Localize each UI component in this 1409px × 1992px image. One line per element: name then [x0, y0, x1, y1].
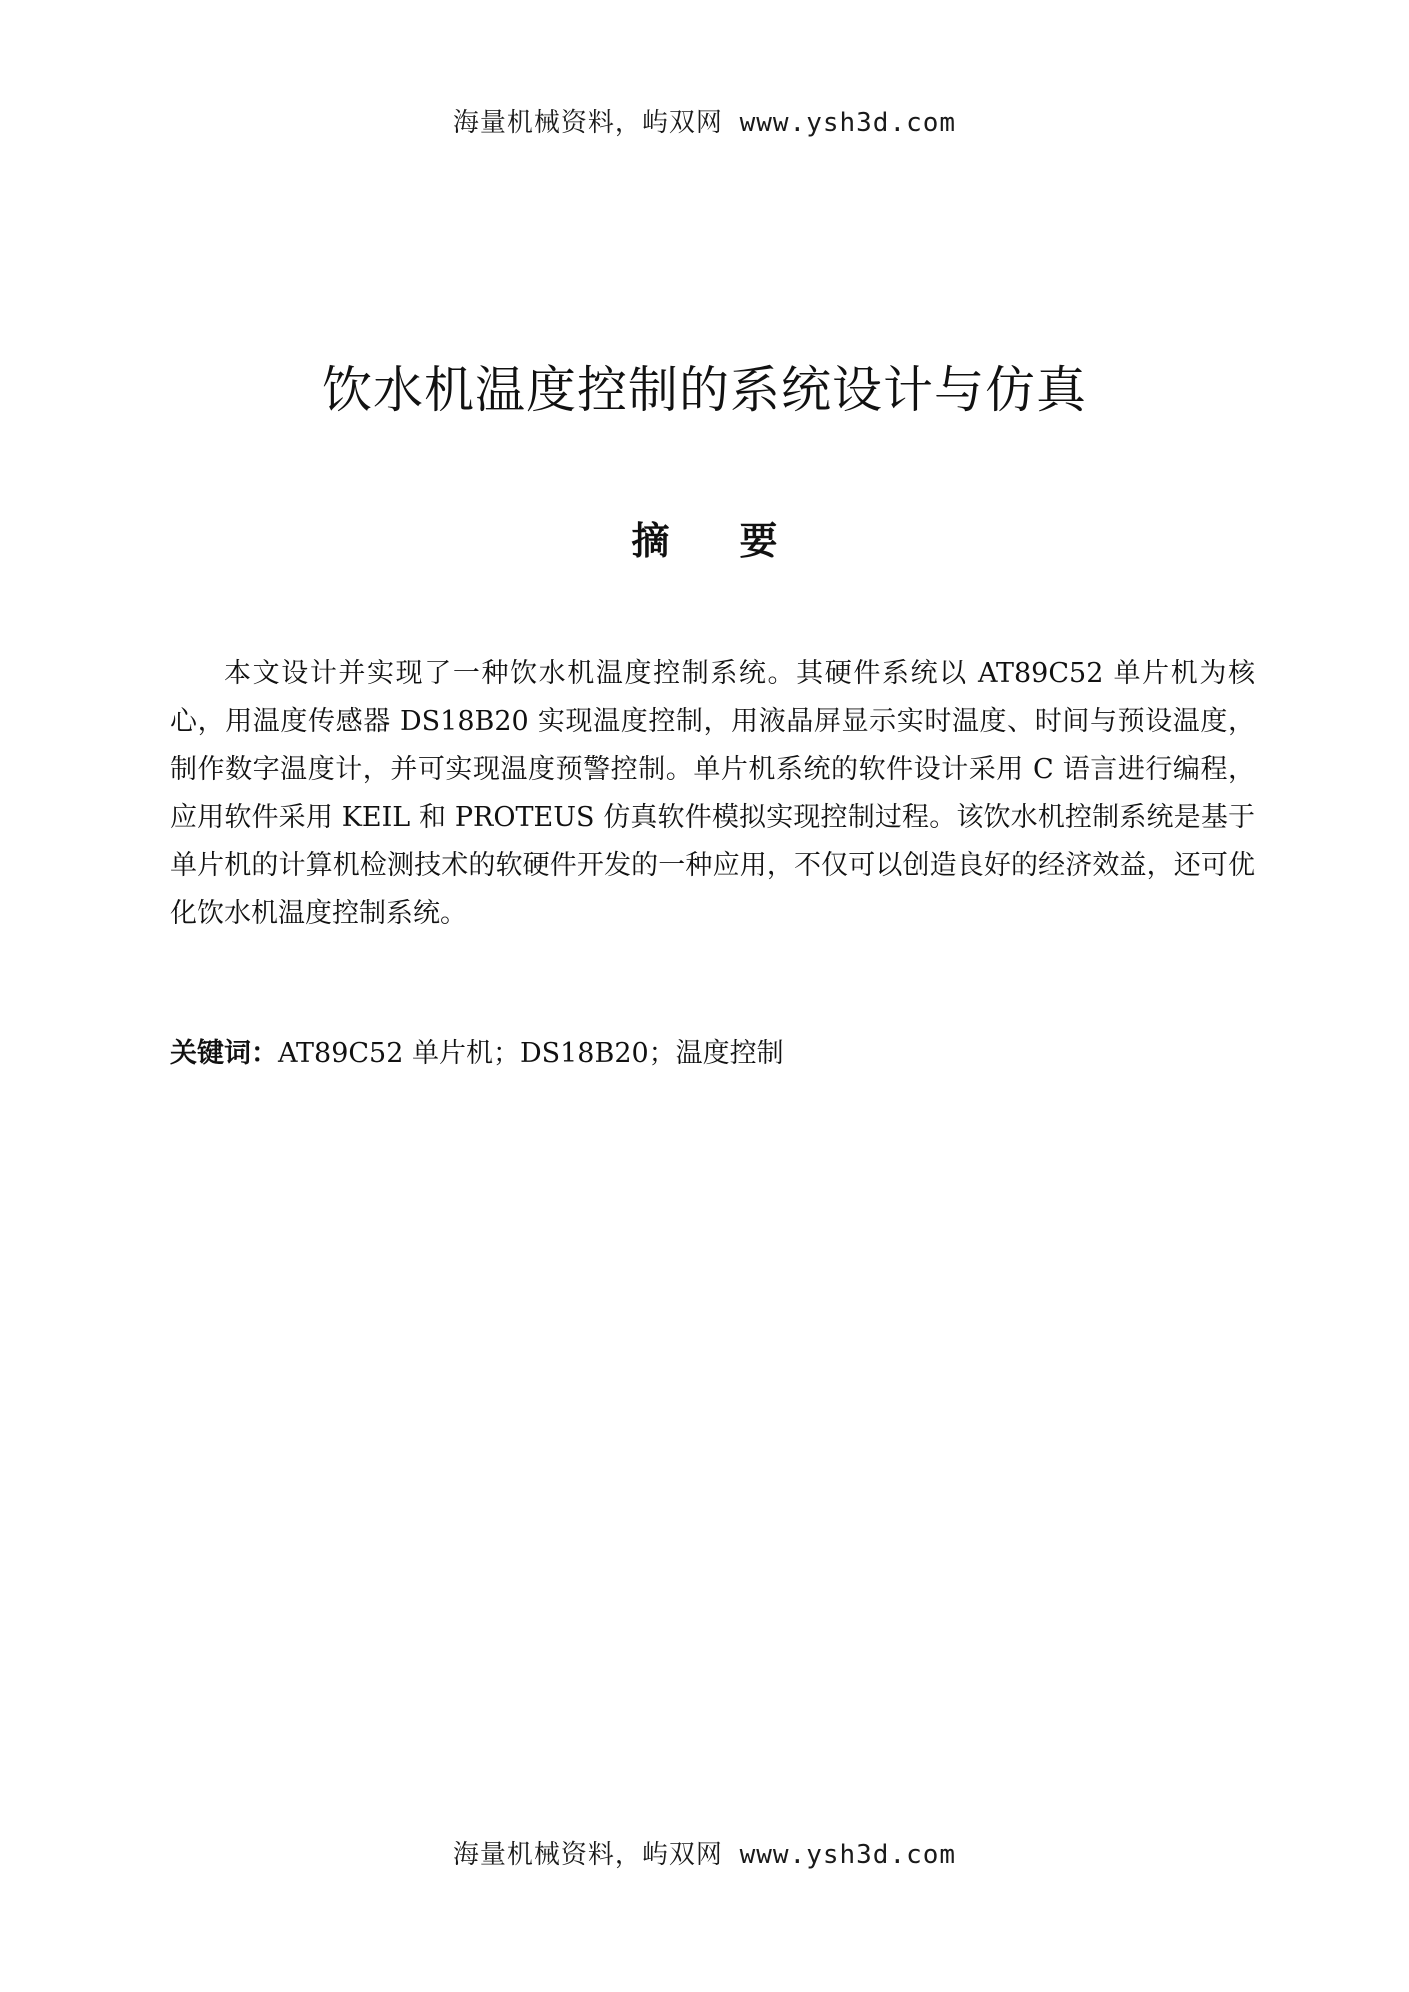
- keywords-line: [170, 1034, 1255, 1074]
- abstract-body: 本文设计并实现了一种饮水机温度控制系统。其硬件系统以 AT89C52 单片机为核心，用温度传感器 DS18B20 实现温度控制，用液晶屏显示实时温度、时间与预设温度，制作数字温度计，并可实现温度预警控制。单片机系统的软件设计采用 C 语言进行编程，应用软件采用 KEIL 和 PROTEUS 仿真软件模拟实现控制过程。该饮水机控制系统是基于单片机的计算机检测技术的软硬件开发的一种应用，不仅可以创造良好的经济效益，还可优化饮水机温度控制系统。: [170, 658, 1255, 929]
- keywords-value: AT89C52 单片机；DS18B20；温度控制: [278, 1038, 784, 1069]
- keywords-label: 关键词：: [170, 1038, 278, 1069]
- document-title: 饮水机温度控制的系统设计与仿真: [322, 361, 1087, 419]
- abstract-heading: 摘要: [631, 519, 848, 563]
- footer-watermark: 海量机械资料，屿双网 www.ysh3d.com: [452, 1840, 957, 1870]
- header-watermark: 海量机械资料，屿双网 www.ysh3d.com: [452, 108, 957, 138]
